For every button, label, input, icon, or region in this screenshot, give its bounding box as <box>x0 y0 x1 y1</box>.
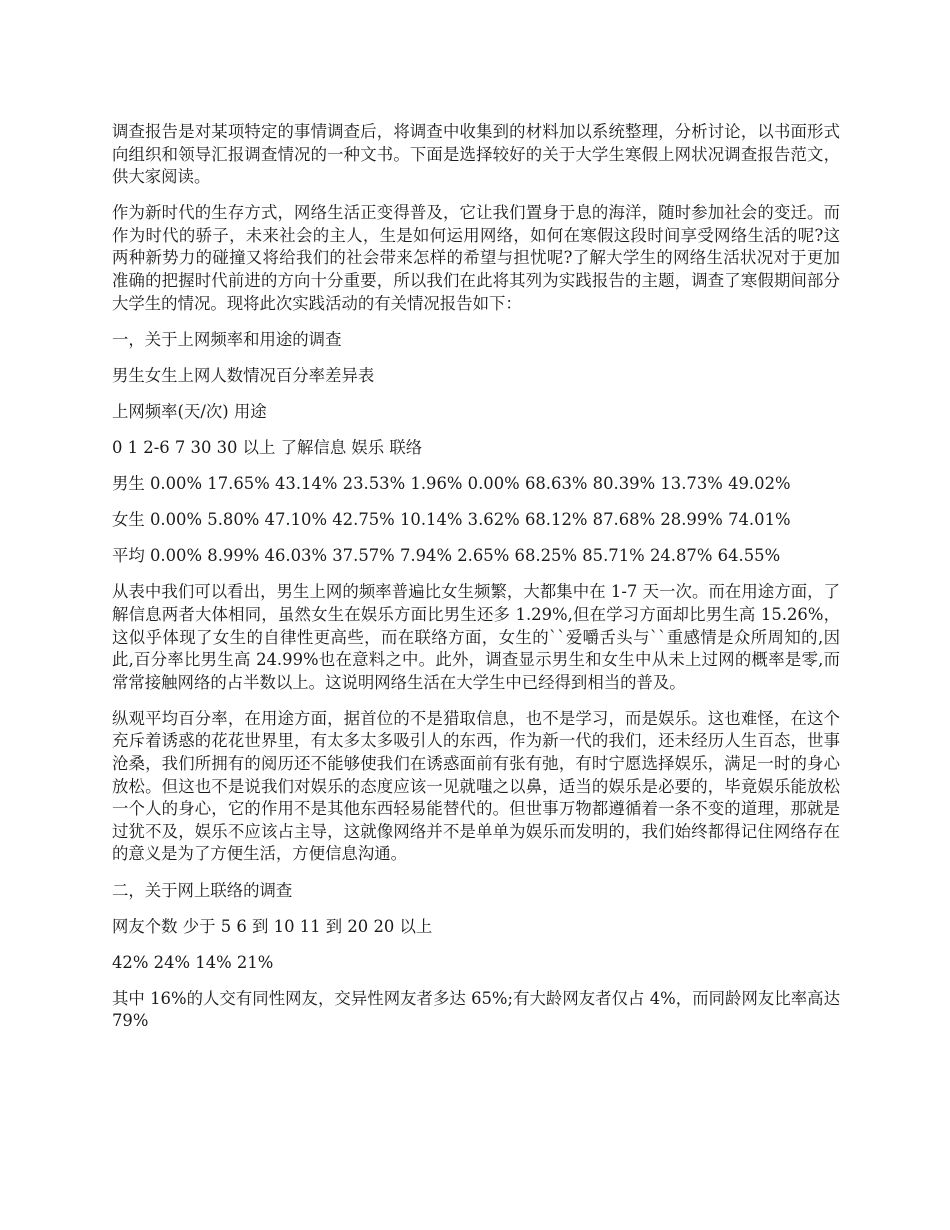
friends-table-values: 42% 24% 14% 21% <box>112 952 274 972</box>
table-row-male: 男生 0.00% 17.65% 43.14% 23.53% 1.96% 0.00% 68.63% 80.39% 13.73% 49.02% <box>112 474 791 494</box>
table-row-female: 女生 0.00% 5.80% 47.10% 42.75% 10.14% 3.62% 68.12% 87.68% 28.99% 74.01% <box>112 510 791 530</box>
section-heading-frequency: 一，关于上网频率和用途的调查 <box>112 329 342 349</box>
friends-table-header: 网友个数 少于 5 6 到 10 11 到 20 20 以上 <box>112 916 433 936</box>
background-paragraph: 作为新时代的生存方式，网络生活正变得普及，它让我们置身于息的海洋，随时参加社会的变迁。而作为时代的骄子，未来社会的主人，生是如何运用网络，如何在寒假这段时间享受网络生活的呢?这两种新势力的碰撞又将给我们的社会带来怎样的希望与担忧呢?了解大学生的网络生活状况对于更加准确的把握时代前进的方向十分重要，所以我们在此将其列为实践报告的主题，调查了寒假期间部分大学生的情况。现将此次实践活动的有关情况报告如下： <box>112 203 840 313</box>
table-row-average: 平均 0.00% 8.99% 46.03% 37.57% 7.94% 2.65% 68.25% 85.71% 24.87% 64.55% <box>112 546 781 566</box>
section-heading-contacts: 二，关于网上联络的调查 <box>112 880 293 900</box>
table-header-row: 上网频率(天/次) 用途 <box>112 401 267 421</box>
analysis-paragraph-1: 从表中我们可以看出，男生上网的频率普遍比女生频繁，大都集中在 1-7 天一次。而在用途方面，了解信息两者大体相同，虽然女生在娱乐方面比男生还多 1.29%,但在学习方面却比男生高 15.26%，这似乎体现了女生的自律性更高些，而在联络方面，女生的``爱嚼舌头与``重感情是众所周知的,因此,百分率比男生高 24.99%也在意料之中。此外，调查显示男生和女生中从未上过网的概率是零,而常常接触网络的占半数以上。这说明网络生活在大学生中已经得到相当的普及。 <box>112 582 840 692</box>
document-body <box>112 121 840 1047</box>
table-column-row: 0 1 2-6 7 30 30 以上 了解信息 娱乐 联络 <box>112 438 423 458</box>
intro-paragraph: 调查报告是对某项特定的事情调查后，将调查中收集到的材料加以系统整理，分析讨论，以书面形式向组织和领导汇报调查情况的一种文书。下面是选择较好的关于大学生寒假上网状况调查报告范文，供大家阅读。 <box>112 122 840 187</box>
analysis-paragraph-3: 其中 16%的人交有同性网友，交异性网友者多达 65%;有大龄网友者仅占 4%，而同龄网友比率高达 79% <box>112 988 840 1031</box>
analysis-paragraph-2: 纵观平均百分率，在用途方面，据首位的不是猎取信息，也不是学习，而是娱乐。这也难怪，在这个充斥着诱惑的花花世界里，有太多太多吸引人的东西，作为新一代的我们，还未经历人生百态，世事沧桑，我们所拥有的阅历还不能够使我们在诱惑面前有张有弛，有时宁愿选择娱乐，满足一时的身心放松。但这也不是说我们对娱乐的态度应该一见就嗤之以鼻，适当的娱乐是必要的，毕竟娱乐能放松一个人的身心，它的作用不是其他东西轻易能替代的。但世事万物都遵循着一条不变的道理，那就是过犹不及，娱乐不应该占主导，这就像网络并不是单单为娱乐而发明的，我们始终都得记住网络存在的意义是为了方便生活，方便信息沟通。 <box>112 708 840 864</box>
table-title: 男生女生上网人数情况百分率差异表 <box>112 365 375 385</box>
